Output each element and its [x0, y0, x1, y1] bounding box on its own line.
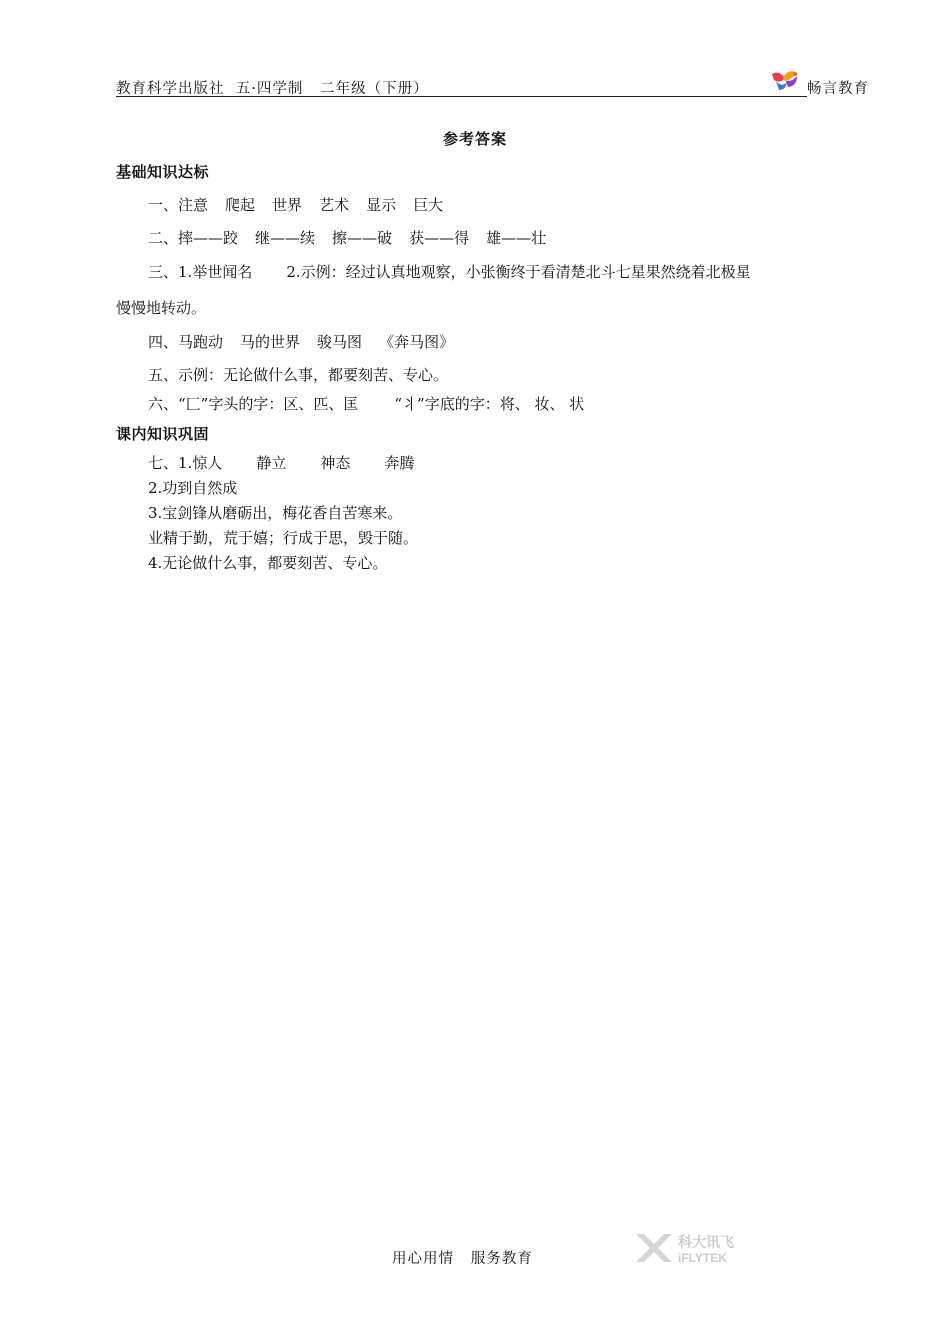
- answer-part: “丬”字底的字：将、 妆、 状: [394, 395, 585, 413]
- page-title: 参考答案: [442, 130, 507, 148]
- section-heading-basic: 基础知识达标: [116, 163, 210, 181]
- question-label: 六、: [148, 395, 179, 413]
- answer-item: 继——续: [255, 229, 316, 247]
- answer-item: 注意: [178, 196, 209, 214]
- question-label: 四、: [148, 333, 179, 351]
- answer-item: 马的世界: [240, 333, 301, 351]
- question-label: 二、: [148, 229, 179, 247]
- answer-item: 巨大: [413, 196, 444, 214]
- question-label: 一、: [148, 196, 179, 214]
- answer-line-5: 五、示例：无论做什么事，都要刻苦、专心。: [148, 366, 449, 384]
- answer-line-7-2: 2.功到自然成: [148, 479, 238, 497]
- answer-item: 艺术: [319, 196, 350, 214]
- logo-cn-text: 科大讯飞: [678, 1234, 734, 1250]
- answer-item: 摔——跤: [178, 229, 239, 247]
- answer-item: 《奔马图》: [379, 333, 455, 351]
- answer-line-7: [148, 452, 414, 473]
- answer-item: 擦——破: [332, 229, 393, 247]
- answer-item: 显示: [366, 196, 397, 214]
- answer-item: 获——得: [409, 229, 470, 247]
- question-label: 三、: [148, 263, 179, 281]
- answer-line-7-3: 3.宝剑锋从磨砺出，梅花香自苦寒来。: [148, 504, 403, 522]
- answer-item: 静立: [256, 454, 287, 472]
- section-heading-lesson: 课内知识巩固: [116, 425, 210, 443]
- answer-line-1: [148, 194, 443, 215]
- answer-item: 神态: [320, 454, 351, 472]
- answer-item: 奔腾: [384, 454, 415, 472]
- footer-slogan: 用心用情 服务教育: [392, 1251, 533, 1267]
- answer-item: 骏马图: [317, 333, 363, 351]
- publisher-info: 教育科学出版社 五·四学制 二年级（下册）: [116, 81, 429, 97]
- question-label: 七、1.: [148, 454, 193, 472]
- answer-item: 爬起: [225, 196, 256, 214]
- answer-part: 2.示例：经过认真地观察，小张衡终于看清楚北斗七星果然绕着北极星: [286, 263, 751, 281]
- page-header: [116, 66, 869, 97]
- answer-item: 世界: [272, 196, 303, 214]
- answer-line-7-4: 4.无论做什么事，都要刻苦、专心。: [148, 554, 388, 572]
- answer-item: 雄——壮: [486, 229, 547, 247]
- answer-part: 1.举世闻名: [178, 263, 253, 281]
- answer-line-3: [148, 261, 751, 282]
- answer-item: 惊人: [192, 454, 223, 472]
- answer-line-7-3b: 业精于勤，荒于嬉；行成于思，毁于随。: [148, 529, 419, 547]
- brand-name: 畅言教育: [807, 81, 869, 97]
- answer-line-2: [148, 227, 546, 248]
- iflytek-logo-icon: [632, 1228, 762, 1268]
- answer-part: “匚”字头的字：区、匹、匡: [178, 395, 359, 413]
- answer-item: 马跑动: [178, 333, 224, 351]
- changyan-logo-icon: [770, 68, 802, 94]
- answer-line-3-cont: 慢慢地转动。: [116, 299, 207, 317]
- answer-line-4: [148, 331, 454, 352]
- logo-en-text: iFLYTEK: [678, 1251, 727, 1265]
- answer-line-6: [148, 393, 584, 414]
